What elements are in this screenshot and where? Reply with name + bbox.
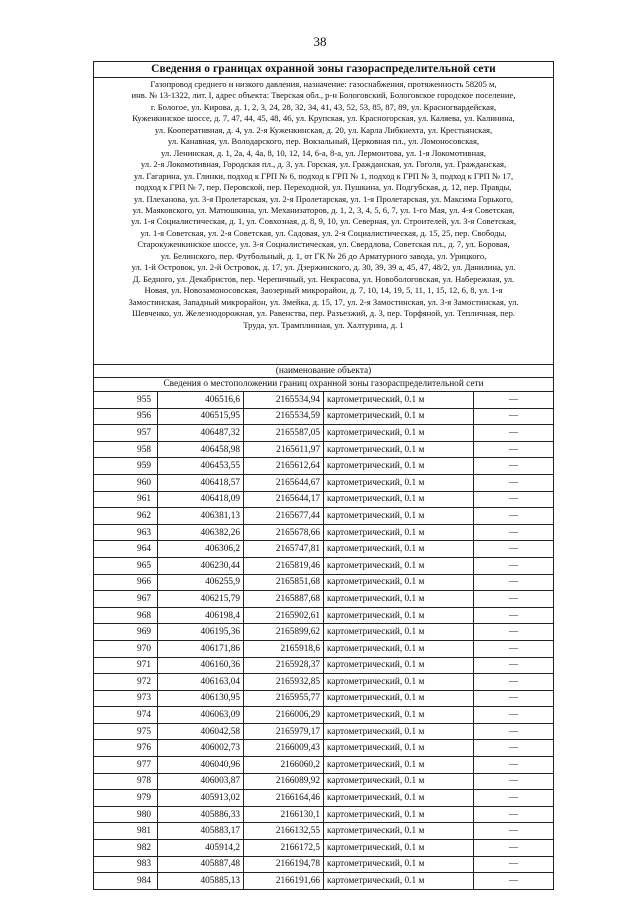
page-number: 38 xyxy=(313,34,327,49)
determination-method: картометрический, 0.1 м xyxy=(324,657,474,674)
coordinate-x: 406002,73 xyxy=(158,740,244,757)
coordinate-y: 2165644,67 xyxy=(244,474,324,491)
coordinate-x: 406458,98 xyxy=(158,441,244,458)
coordinate-y: 2165887,68 xyxy=(244,591,324,608)
determination-method: картометрический, 0.1 м xyxy=(324,823,474,840)
point-number: 983 xyxy=(94,856,158,873)
coordinate-y: 2165899,62 xyxy=(244,624,324,641)
point-number: 967 xyxy=(94,591,158,608)
table-row xyxy=(94,441,554,458)
description-line: ул. Кооперативная, д. 4, ул. 2-я Куженкинская, д. 20, ул. Карла Либкнехта, ул. Крестьянская, xyxy=(154,124,493,135)
table-row xyxy=(94,541,554,558)
coordinate-x: 406418,09 xyxy=(158,491,244,508)
point-description: — xyxy=(474,790,554,807)
description-line: Шевченко, ул. Железнодорожная, ул. Равенства, пер. Разъезжий, д. 3, пер. Торфяной, ул. Тепличная, пер. xyxy=(131,308,516,319)
coordinates-table xyxy=(93,391,554,890)
table-row xyxy=(94,674,554,691)
point-description: — xyxy=(474,557,554,574)
point-description: — xyxy=(474,574,554,591)
description-line: ул. Белинского, пер. Футбольный, д. 1, от ГК № 26 до Арматурного завода, ул. Урицкого, xyxy=(160,250,487,261)
table-row xyxy=(94,690,554,707)
table-row xyxy=(94,591,554,608)
point-number: 964 xyxy=(94,541,158,558)
determination-method: картометрический, 0.1 м xyxy=(324,541,474,558)
coordinate-x: 406381,13 xyxy=(158,508,244,525)
coordinate-y: 2165851,68 xyxy=(244,574,324,591)
table-row xyxy=(94,458,554,475)
point-description: — xyxy=(474,458,554,475)
table-row xyxy=(94,723,554,740)
determination-method: картометрический, 0.1 м xyxy=(324,392,474,409)
coordinate-x: 406382,26 xyxy=(158,524,244,541)
description-line: Д. Бедного, ул. Декабристов, пер. Черепичный, ул. Некрасова, ул. Новобологовская, ул. Набережная, ул. xyxy=(132,273,515,284)
determination-method: картометрический, 0.1 м xyxy=(324,707,474,724)
point-number: 972 xyxy=(94,674,158,691)
point-description: — xyxy=(474,723,554,740)
point-number: 974 xyxy=(94,707,158,724)
coordinate-y: 2166172,5 xyxy=(244,840,324,857)
description-line: ул. 1-й Островок, ул. 2-й Островок, д. 17, ул. Дзержинского, д. 30, 39, 39 а, 45, 47, 48/2, ул. Данилина, ул. xyxy=(131,262,516,273)
coordinate-y: 2165678,66 xyxy=(244,524,324,541)
determination-method: картометрический, 0.1 м xyxy=(324,441,474,458)
coordinate-x: 406171,86 xyxy=(158,640,244,657)
coordinate-y: 2166060,2 xyxy=(244,757,324,774)
coordinate-x: 406198,4 xyxy=(158,607,244,624)
coordinate-y: 2166191,66 xyxy=(244,873,324,890)
point-description: — xyxy=(474,856,554,873)
description-line: подход к ГРП № 7, пер. Перовской, пер. Переходной, ул. Пушкина, ул. Подгубская, д. 12, пер. Правды, xyxy=(135,182,512,193)
determination-method: картометрический, 0.1 м xyxy=(324,723,474,740)
coordinate-x: 406195,36 xyxy=(158,624,244,641)
point-number: 958 xyxy=(94,441,158,458)
coordinate-x: 405883,17 xyxy=(158,823,244,840)
point-number: 979 xyxy=(94,790,158,807)
point-description: — xyxy=(474,740,554,757)
coordinate-y: 2165902,61 xyxy=(244,607,324,624)
description-line: Куженкинское шоссе, д. 7, 47, 44, 45, 48, 46, ул. Крупская, ул. Красногорская, ул. Каляева, ул. Калинина, xyxy=(132,113,515,124)
point-description: — xyxy=(474,773,554,790)
point-number: 961 xyxy=(94,491,158,508)
point-description: — xyxy=(474,441,554,458)
table-row xyxy=(94,624,554,641)
determination-method: картометрический, 0.1 м xyxy=(324,408,474,425)
table-row xyxy=(94,640,554,657)
determination-method: картометрический, 0.1 м xyxy=(324,474,474,491)
coordinate-x: 406487,32 xyxy=(158,425,244,442)
table-row xyxy=(94,425,554,442)
point-number: 976 xyxy=(94,740,158,757)
coordinate-x: 406040,96 xyxy=(158,757,244,774)
point-number: 981 xyxy=(94,823,158,840)
table-row xyxy=(94,508,554,525)
point-number: 973 xyxy=(94,690,158,707)
point-description: — xyxy=(474,707,554,724)
determination-method: картометрический, 0.1 м xyxy=(324,640,474,657)
determination-method: картометрический, 0.1 м xyxy=(324,607,474,624)
point-description: — xyxy=(474,823,554,840)
determination-method: картометрический, 0.1 м xyxy=(324,790,474,807)
point-description: — xyxy=(474,657,554,674)
coordinate-y: 2166006,29 xyxy=(244,707,324,724)
coordinate-y: 2165747,81 xyxy=(244,541,324,558)
determination-method: картометрический, 0.1 м xyxy=(324,425,474,442)
coordinate-y: 2165819,46 xyxy=(244,557,324,574)
point-number: 959 xyxy=(94,458,158,475)
point-description: — xyxy=(474,674,554,691)
coordinate-y: 2165644,17 xyxy=(244,491,324,508)
coordinate-y: 2166194,78 xyxy=(244,856,324,873)
coordinate-x: 406163,04 xyxy=(158,674,244,691)
coordinate-x: 406515,95 xyxy=(158,408,244,425)
description-line: Замостинская, Западный микрорайон, ул. Змейка, д. 15, 17, ул. 2-я Замостинская, ул. 3-я Замостинская, ул. xyxy=(128,296,519,307)
table-row xyxy=(94,823,554,840)
coordinate-y: 2165534,59 xyxy=(244,408,324,425)
point-description: — xyxy=(474,524,554,541)
table-row xyxy=(94,773,554,790)
table-row xyxy=(94,574,554,591)
determination-method: картометрический, 0.1 м xyxy=(324,773,474,790)
table-row xyxy=(94,806,554,823)
determination-method: картометрический, 0.1 м xyxy=(324,591,474,608)
point-description: — xyxy=(474,591,554,608)
determination-method: картометрический, 0.1 м xyxy=(324,508,474,525)
table-row xyxy=(94,873,554,890)
point-description: — xyxy=(474,392,554,409)
table-row xyxy=(94,840,554,857)
table-row xyxy=(94,856,554,873)
description-line: Труда, ул. Трамплинная, ул. Халтурина, д. 1 xyxy=(243,319,404,330)
table-row xyxy=(94,657,554,674)
coordinate-y: 2165677,44 xyxy=(244,508,324,525)
coordinate-y: 2165918,6 xyxy=(244,640,324,657)
coordinate-x: 406255,9 xyxy=(158,574,244,591)
table-row xyxy=(94,491,554,508)
table-row xyxy=(94,757,554,774)
coordinate-x: 406130,95 xyxy=(158,690,244,707)
description-line: ул. 1-я Социалистическая, д. 1, ул. Совхозная, д. 8, 9, 10, ул. Северная, ул. Строителей, ул. 3-я Советская, xyxy=(130,216,517,227)
determination-method: картометрический, 0.1 м xyxy=(324,757,474,774)
point-description: — xyxy=(474,873,554,890)
determination-method: картометрический, 0.1 м xyxy=(324,557,474,574)
description-line: ул. Ленинская, д. 1, 2а, 4, 4а, 8, 10, 12, 14, 6-а, 8-а, ул. Лермонтова, ул. 1-я Локомотивная, xyxy=(161,147,486,158)
point-number: 960 xyxy=(94,474,158,491)
coordinate-x: 406418,57 xyxy=(158,474,244,491)
coordinate-x: 405885,13 xyxy=(158,873,244,890)
determination-method: картометрический, 0.1 м xyxy=(324,574,474,591)
determination-method: картометрический, 0.1 м xyxy=(324,690,474,707)
determination-method: картометрический, 0.1 м xyxy=(324,674,474,691)
description-line: ул. 2-я Локомотивная, Городская пл., д. 3, ул. Горская, ул. Гражданская, ул. Гоголя, ул. Гражданская, xyxy=(140,159,507,170)
coordinate-y: 2166130,1 xyxy=(244,806,324,823)
point-description: — xyxy=(474,474,554,491)
coordinate-x: 406306,2 xyxy=(158,541,244,558)
description-line: ул. 1-я Советская, ул. 2-я Советская, ул. Садовая, ул. 2-я Социалистическая, д. 15, 25, пер. Свободы, xyxy=(140,227,507,238)
point-number: 970 xyxy=(94,640,158,657)
coordinate-x: 406516,6 xyxy=(158,392,244,409)
determination-method: картометрический, 0.1 м xyxy=(324,491,474,508)
point-description: — xyxy=(474,840,554,857)
description-line: Новая, ул. Новозамоносовская, Заозерный микрорайон, д. 7, 10, 14, 19, 5, 11, 1, 15, 12, 6, 8, ул. 1-я xyxy=(144,285,503,296)
point-description: — xyxy=(474,757,554,774)
determination-method: картометрический, 0.1 м xyxy=(324,458,474,475)
table-row xyxy=(94,557,554,574)
coordinate-x: 405886,33 xyxy=(158,806,244,823)
coordinate-x: 406003,87 xyxy=(158,773,244,790)
table-row xyxy=(94,524,554,541)
point-description: — xyxy=(474,640,554,657)
determination-method: картометрический, 0.1 м xyxy=(324,840,474,857)
point-number: 980 xyxy=(94,806,158,823)
coordinate-y: 2166132,55 xyxy=(244,823,324,840)
coordinate-y: 2165611,97 xyxy=(244,441,324,458)
object-caption: (наименование объекта) xyxy=(93,364,554,377)
coordinate-y: 2165587,05 xyxy=(244,425,324,442)
point-number: 977 xyxy=(94,757,158,774)
point-number: 982 xyxy=(94,840,158,857)
point-number: 971 xyxy=(94,657,158,674)
coordinate-x: 405887,48 xyxy=(158,856,244,873)
description-line: г. Бологое, ул. Кирова, д. 1, 2, 3, 24, 28, 32, 34, 41, 43, 52, 53, 85, 87, 89, ул. Красногвардейская, xyxy=(150,101,497,112)
point-description: — xyxy=(474,607,554,624)
table-row xyxy=(94,392,554,409)
coordinate-y: 2166164,46 xyxy=(244,790,324,807)
determination-method: картометрический, 0.1 м xyxy=(324,856,474,873)
location-subtitle: Сведения о местоположении границ охранной зоны газораспределительной сети xyxy=(93,377,554,391)
point-description: — xyxy=(474,508,554,525)
description-line: Газопровод среднего и низкого давления, назначение: газоснабжения, протяженность 58205 м, xyxy=(150,79,497,89)
point-description: — xyxy=(474,806,554,823)
coordinate-x: 406215,79 xyxy=(158,591,244,608)
coordinate-y: 2165612,64 xyxy=(244,458,324,475)
description-line: ул. Плеханова, ул. 3-я Пролетарская, ул. 2-я Пролетарская, ул. 1-я Пролетарская, ул. Максима Горького, xyxy=(133,193,514,204)
point-number: 957 xyxy=(94,425,158,442)
point-number: 978 xyxy=(94,773,158,790)
point-number: 962 xyxy=(94,508,158,525)
determination-method: картометрический, 0.1 м xyxy=(324,740,474,757)
point-description: — xyxy=(474,491,554,508)
table-row xyxy=(94,707,554,724)
coordinate-x: 406453,55 xyxy=(158,458,244,475)
coordinate-y: 2165955,77 xyxy=(244,690,324,707)
coordinate-y: 2166009,43 xyxy=(244,740,324,757)
point-description: — xyxy=(474,624,554,641)
description-line: ул. Маяковского, ул. Матюшкина, ул. Механизаторов, д. 1, 2, 3, 4, 5, 6, 7, ул. 1-го Мая, ул. 4-я Советская, xyxy=(132,204,515,215)
point-number: 968 xyxy=(94,607,158,624)
table-row xyxy=(94,607,554,624)
table-row xyxy=(94,474,554,491)
point-number: 966 xyxy=(94,574,158,591)
point-number: 975 xyxy=(94,723,158,740)
point-number: 969 xyxy=(94,624,158,641)
point-number: 955 xyxy=(94,392,158,409)
coordinate-y: 2165979,17 xyxy=(244,723,324,740)
coordinate-x: 405914,2 xyxy=(158,840,244,857)
point-number: 963 xyxy=(94,524,158,541)
table-row xyxy=(94,408,554,425)
boundary-document xyxy=(93,61,554,890)
coordinate-y: 2165932,85 xyxy=(244,674,324,691)
coordinate-x: 406063,09 xyxy=(158,707,244,724)
coordinate-x: 406160,36 xyxy=(158,657,244,674)
description-line: ул. Канавная, ул. Володарского, пер. Вокзальный, Церковная пл., ул. Ломоносовская, xyxy=(167,136,480,147)
document-title: Сведения о границах охранной зоны газораспределительной сети xyxy=(93,61,554,77)
coordinate-y: 2165534,94 xyxy=(244,392,324,409)
description-line: Старокуженкинское шоссе, ул. 3-я Социалистическая, ул. Свердлова, Советская пл., д. 7, ул. Боровая, xyxy=(137,239,510,250)
coordinate-y: 2165928,37 xyxy=(244,657,324,674)
point-number: 956 xyxy=(94,408,158,425)
point-description: — xyxy=(474,690,554,707)
table-row xyxy=(94,740,554,757)
object-description xyxy=(93,77,554,364)
point-number: 984 xyxy=(94,873,158,890)
coordinate-x: 405913,02 xyxy=(158,790,244,807)
point-description: — xyxy=(474,425,554,442)
table-row xyxy=(94,790,554,807)
coordinate-x: 406230,44 xyxy=(158,557,244,574)
point-description: — xyxy=(474,408,554,425)
determination-method: картометрический, 0.1 м xyxy=(324,806,474,823)
coordinate-y: 2166089,92 xyxy=(244,773,324,790)
point-description: — xyxy=(474,541,554,558)
description-line: инв. № 13-1322, лит. I, адрес объекта: Тверская обл., р-н Бологовский, Бологовское городское поселение, xyxy=(131,90,516,101)
determination-method: картометрический, 0.1 м xyxy=(324,873,474,890)
determination-method: картометрический, 0.1 м xyxy=(324,524,474,541)
description-line: ул. Гагарина, ул. Глинки, подход к ГРП № 6, подход к ГРП № 1, подход к ГРП № 3, подход к ГРП № 17, xyxy=(133,170,514,181)
point-number: 965 xyxy=(94,557,158,574)
determination-method: картометрический, 0.1 м xyxy=(324,624,474,641)
coordinate-x: 406042,58 xyxy=(158,723,244,740)
